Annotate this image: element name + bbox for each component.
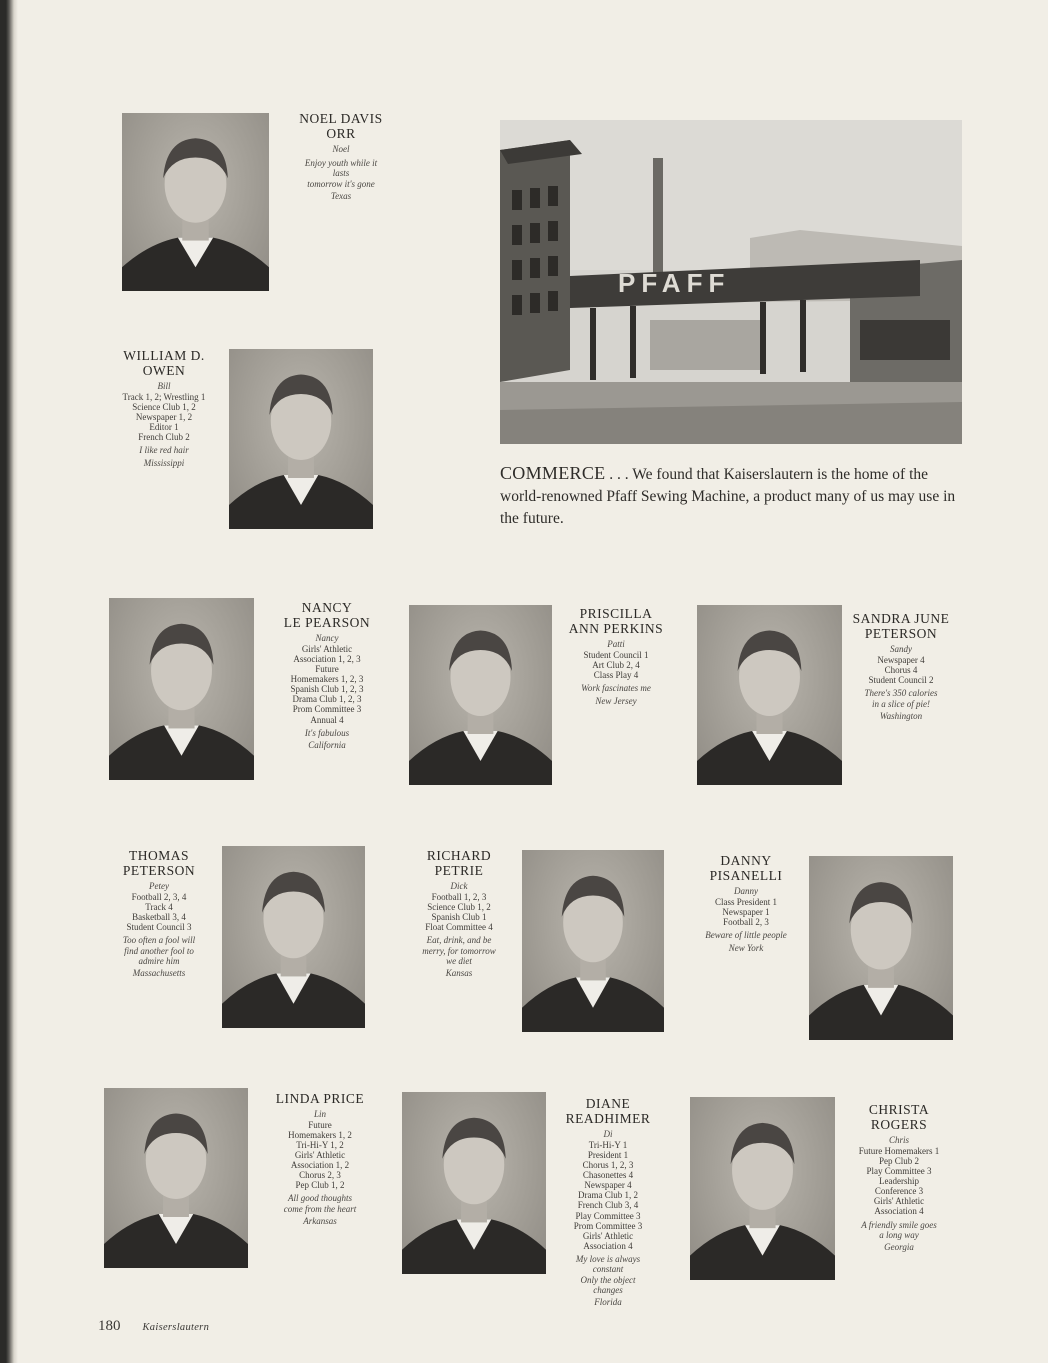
senior-nickname: Chris: [888, 1135, 909, 1146]
senior-home-state: Arkansas: [303, 1216, 337, 1227]
portrait-photo: [409, 605, 552, 785]
senior-home-state: Florida: [594, 1297, 622, 1308]
senior-activities: Tri-Hi-Y 1 President 1 Chorus 1, 2, 3 Chasonettes 4 Newspaper 4 Drama Club 1, 2 French Club 3, 4 Play Committee 3 Prom Committee 3 Girls' Athletic Association 4: [573, 1140, 643, 1251]
senior-caption: [397, 848, 521, 979]
senior-nickname: Sandy: [890, 644, 912, 655]
senior-caption: [268, 600, 386, 751]
senior-name: RICHARD PETRIE: [426, 848, 492, 879]
senior-name: DIANE READHIMER: [565, 1096, 651, 1127]
senior-activities: Student Council 1 Art Club 2, 4 Class Play 4: [583, 650, 649, 681]
portrait-photo: [222, 846, 365, 1028]
portrait-photo: [809, 856, 953, 1040]
senior-motto: A friendly smile goes a long way: [861, 1219, 937, 1240]
senior-motto: Beware of little people: [705, 930, 787, 941]
senior-motto: All good thoughts come from the heart: [283, 1193, 357, 1214]
senior-home-state: New York: [728, 942, 764, 953]
senior-home-state: Texas: [330, 191, 352, 202]
senior-home-state: Washington: [879, 710, 923, 721]
senior-name: NOEL DAVIS ORR: [299, 111, 383, 142]
caption-keyword: COMMERCE: [500, 463, 606, 483]
senior-activities: Class President 1 Newspaper 1 Football 2, 3: [715, 897, 777, 928]
senior-activities: Football 1, 2, 3 Science Club 1, 2 Spanish Club 1 Float Committee 4: [425, 892, 493, 933]
pfaff-factory-photo: [500, 120, 962, 444]
senior-nickname: Di: [603, 1129, 613, 1140]
senior-name: SANDRA JUNE PETERSON: [852, 611, 950, 642]
senior-nickname: Lin: [313, 1109, 326, 1120]
senior-activities: Girls' Athletic Association 1, 2, 3 Future Homemakers 1, 2, 3 Spanish Club 1, 2, 3 Drama Club 1, 2, 3 Prom Committee 3 Annual 4: [290, 644, 364, 725]
senior-nickname: Petey: [149, 881, 169, 892]
senior-activities: Future Homemakers 1 Pep Club 2 Play Committee 3 Leadership Conference 3 Girls' Athletic Association 4: [858, 1146, 940, 1217]
portrait-photo: [522, 850, 664, 1032]
senior-name: DANNY PISANELLI: [709, 853, 783, 884]
senior-motto: Eat, drink, and be merry, for tomorrow we diet: [422, 935, 496, 967]
portrait-photo: [229, 349, 373, 529]
senior-caption: [545, 1096, 671, 1308]
senior-caption: [282, 111, 400, 202]
page-number: 180: [98, 1318, 121, 1334]
portrait-photo: [690, 1097, 835, 1280]
senior-nickname: Bill: [157, 381, 171, 392]
senior-home-state: Kansas: [445, 968, 473, 979]
senior-nickname: Danny: [734, 886, 758, 897]
caption-ellipsis: . . .: [605, 466, 633, 483]
senior-nickname: Patti: [607, 639, 625, 650]
school-name: Kaiserslautern: [142, 1322, 210, 1333]
senior-name: CHRISTA ROGERS: [868, 1102, 930, 1133]
senior-name: LINDA PRICE: [275, 1091, 365, 1106]
senior-nickname: Noel: [332, 144, 350, 155]
senior-motto: I like red hair: [139, 445, 189, 456]
portrait-photo: [104, 1088, 248, 1268]
senior-caption: [556, 606, 676, 706]
book-binding-edge: [0, 0, 18, 1363]
portrait-photo: [109, 598, 254, 780]
senior-motto: Too often a fool will find another fool to admire him: [122, 935, 196, 967]
senior-home-state: Mississippi: [143, 457, 185, 468]
senior-caption: [840, 611, 962, 722]
page-footer: [98, 1318, 209, 1335]
senior-nickname: Dick: [450, 881, 468, 892]
senior-home-state: Georgia: [884, 1242, 914, 1253]
senior-motto: There's 350 calories in a slice of pie!: [864, 688, 938, 709]
portrait-photo: [697, 605, 842, 785]
senior-name: THOMAS PETERSON: [122, 848, 196, 879]
senior-caption: [103, 348, 225, 469]
senior-caption: [836, 1102, 962, 1253]
senior-name: NANCY LE PEARSON: [283, 600, 371, 631]
senior-caption: [258, 1091, 382, 1227]
portrait-photo: [122, 113, 269, 291]
senior-caption: [684, 853, 808, 953]
caption-body: We found that Kaiserslautern is the home of the world-renowned Pfaff Sewing Machine, a product many of us may use in the future.: [500, 466, 956, 527]
senior-name: PRISCILLA ANN PERKINS: [568, 606, 664, 637]
senior-activities: Newspaper 4 Chorus 4 Student Council 2: [868, 655, 934, 686]
senior-nickname: Nancy: [315, 633, 339, 644]
senior-name: WILLIAM D. OWEN: [123, 348, 205, 379]
senior-motto: Work fascinates me: [581, 683, 651, 694]
senior-motto: My love is always constant Only the object changes: [575, 1253, 641, 1295]
featured-photo-caption: [500, 461, 970, 530]
pfaff-sign-text: PFAFF: [618, 268, 731, 298]
portrait-photo: [402, 1092, 546, 1274]
senior-activities: Track 1, 2; Wrestling 1 Science Club 1, 2 Newspaper 1, 2 Editor 1 French Club 2: [122, 392, 206, 443]
senior-activities: Future Homemakers 1, 2 Tri-Hi-Y 1, 2 Girls' Athletic Association 1, 2 Chorus 2, 3 Pep Club 1, 2: [288, 1119, 352, 1191]
senior-home-state: New Jersey: [595, 695, 637, 706]
senior-activities: Football 2, 3, 4 Track 4 Basketball 3, 4 Student Council 3: [126, 892, 192, 933]
senior-motto: Enjoy youth while it lasts tomorrow it's gone: [304, 158, 378, 189]
senior-home-state: California: [308, 739, 346, 750]
senior-home-state: Massachusetts: [132, 968, 186, 979]
senior-caption: [97, 848, 221, 979]
senior-motto: It's fabulous: [304, 727, 350, 738]
